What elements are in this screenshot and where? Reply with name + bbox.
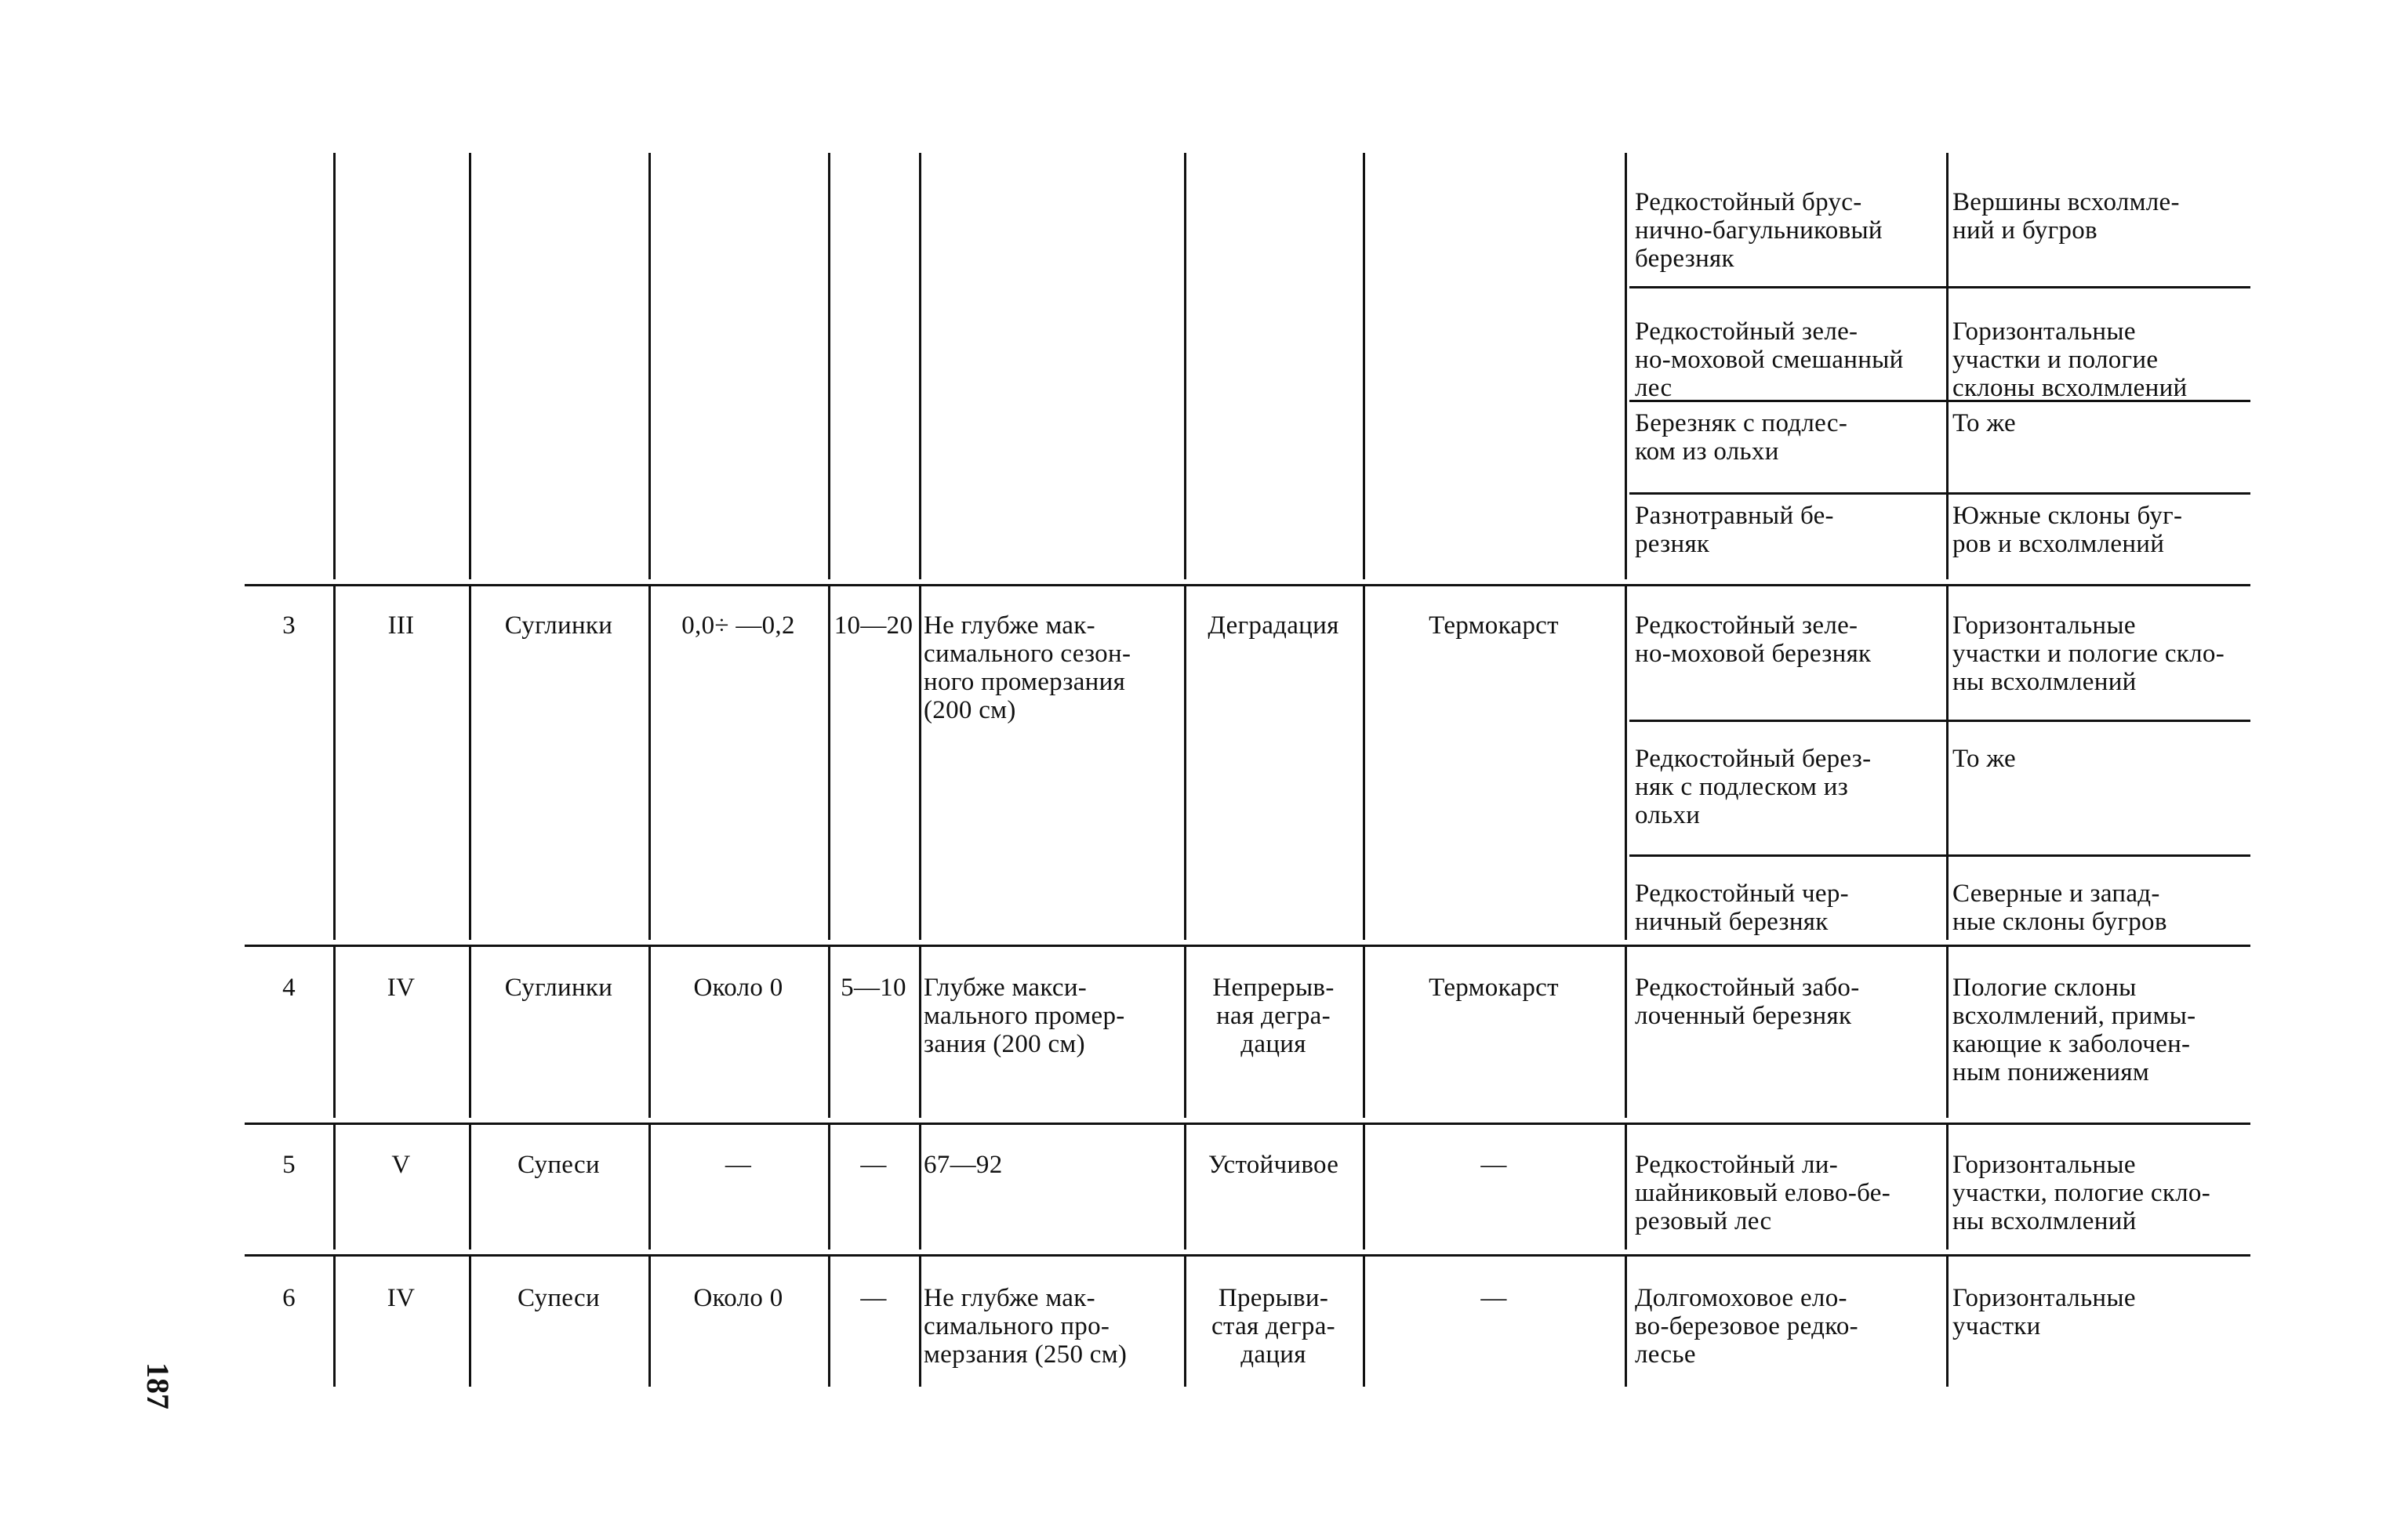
sub-row-divider [1629,720,2250,722]
relief-cell: Горизонтальные участки, пологие скло- ны всхолмлений [1952,1151,2211,1235]
temperature-cell: Около 0 [693,974,783,1002]
column-rule [648,153,651,579]
column-rule [1184,1123,1186,1250]
column-rule [1625,1123,1627,1250]
column-rule [1184,1254,1186,1387]
vegetation-cell: Долгомоховое ело- во-березовое редко- лесье [1635,1284,1858,1369]
sub-row-divider [1629,492,2250,495]
column-rule [919,1123,921,1250]
row-number: 4 [282,974,296,1002]
row-number: 5 [282,1151,296,1179]
column-rule [1625,945,1627,1118]
depth-cell: Не глубже мак- симального сезон- ного промерзания (200 см) [924,611,1131,724]
column-rule [469,584,471,940]
soil-cell: Супеси [518,1151,600,1179]
column-rule [1184,945,1186,1118]
column-rule [333,584,336,940]
column-rule [1184,584,1186,940]
column-rule [333,945,336,1118]
vegetation-cell: Редкостойный ли- шайниковый елово-бе- резовый лес [1635,1151,1891,1235]
temperature-cell: — [725,1151,752,1179]
thickness-cell: — [860,1284,887,1312]
column-rule [1946,584,1949,940]
vegetation-cell: Березняк с подлес- ком из ольхи [1635,409,1848,466]
column-rule [1363,1254,1365,1387]
column-rule [648,1123,651,1250]
column-rule [828,1123,830,1250]
thickness-cell: 10—20 [834,611,913,640]
column-rule [1363,584,1365,940]
type-cell: III [387,611,415,640]
depth-cell: Не глубже мак- симального про- мерзания (250 см) [924,1284,1128,1369]
process-cell: — [1480,1284,1507,1312]
relief-cell: Вершины всхолмле- ний и бугров [1952,188,2180,245]
relief-cell: То же [1952,409,2016,437]
relief-cell: Горизонтальные участки и пологие склоны всхолмлений [1952,317,2188,402]
soil-cell: Супеси [518,1284,600,1312]
column-rule [1946,1123,1949,1250]
relief-cell: То же [1952,745,2016,773]
row-divider [245,945,2250,947]
column-rule [919,1254,921,1387]
page-number: 187 [140,1362,176,1409]
depth-cell: Глубже макси- мального промер- зания (200 см) [924,974,1125,1058]
column-rule [648,1254,651,1387]
column-rule [1625,1254,1627,1387]
depth-cell: 67—92 [924,1151,1003,1179]
vegetation-cell: Редкостойный берез- няк с подлеском из ольхи [1635,745,1872,829]
row-number: 3 [282,611,296,640]
vegetation-cell: Редкостойный чер- ничный березняк [1635,880,1849,936]
column-rule [333,1123,336,1250]
relief-cell: Южные склоны буг- ров и всхолмлений [1952,502,2183,558]
row-divider [245,1123,2250,1125]
state-cell: Непрерыв- ная дегра- дация [1212,974,1335,1058]
column-rule [828,153,830,579]
relief-cell: Пологие склоны всхолмлений, примы- кающие к заболочен- ным понижениям [1952,974,2196,1086]
column-rule [828,584,830,940]
column-rule [469,945,471,1118]
column-rule [1363,153,1365,579]
state-cell: Устойчивое [1208,1151,1339,1179]
column-rule [469,153,471,579]
column-rule [1946,153,1949,579]
column-rule [1946,945,1949,1118]
type-cell: IV [387,974,416,1002]
relief-cell: Горизонтальные участки [1952,1284,2136,1340]
column-rule [1625,584,1627,940]
column-rule [648,584,651,940]
row-divider [245,1254,2250,1257]
temperature-cell: 0,0÷ —0,2 [681,611,795,640]
column-rule [648,945,651,1118]
relief-cell: Северные и запад- ные склоны бугров [1952,880,2167,936]
column-rule [919,153,921,579]
row-divider [245,584,2250,586]
column-rule [828,1254,830,1387]
type-cell: IV [387,1284,416,1312]
column-rule [1625,153,1627,579]
column-rule [919,945,921,1118]
row-number: 6 [282,1284,296,1312]
sub-row-divider [1629,286,2250,288]
process-cell: Термокарст [1429,611,1559,640]
column-rule [469,1254,471,1387]
thickness-cell: — [860,1151,887,1179]
column-rule [919,584,921,940]
vegetation-cell: Разнотравный бе- резняк [1635,502,1834,558]
process-cell: Термокарст [1429,974,1559,1002]
column-rule [1184,153,1186,579]
state-cell: Прерыви- стая дегра- дация [1211,1284,1335,1369]
vegetation-cell: Редкостойный зеле- но-моховой смешанный лес [1635,317,1904,402]
column-rule [1363,945,1365,1118]
column-rule [333,1254,336,1387]
soil-cell: Суглинки [504,611,613,640]
type-cell: V [391,1151,411,1179]
vegetation-cell: Редкостойный забо- лоченный березняк [1635,974,1860,1030]
column-rule [1946,1254,1949,1387]
relief-cell: Горизонтальные участки и пологие скло- ны всхолмлений [1952,611,2225,696]
state-cell: Деградация [1208,611,1339,640]
column-rule [1363,1123,1365,1250]
sub-row-divider [1629,854,2250,857]
vegetation-cell: Редкостойный зеле- но-моховой березняк [1635,611,1872,668]
column-rule [828,945,830,1118]
process-cell: — [1480,1151,1507,1179]
column-rule [333,153,336,579]
temperature-cell: Около 0 [693,1284,783,1312]
thickness-cell: 5—10 [841,974,906,1002]
vegetation-cell: Редкостойный брус- нично-багульниковый березняк [1635,188,1883,273]
column-rule [469,1123,471,1250]
soil-cell: Суглинки [504,974,613,1002]
